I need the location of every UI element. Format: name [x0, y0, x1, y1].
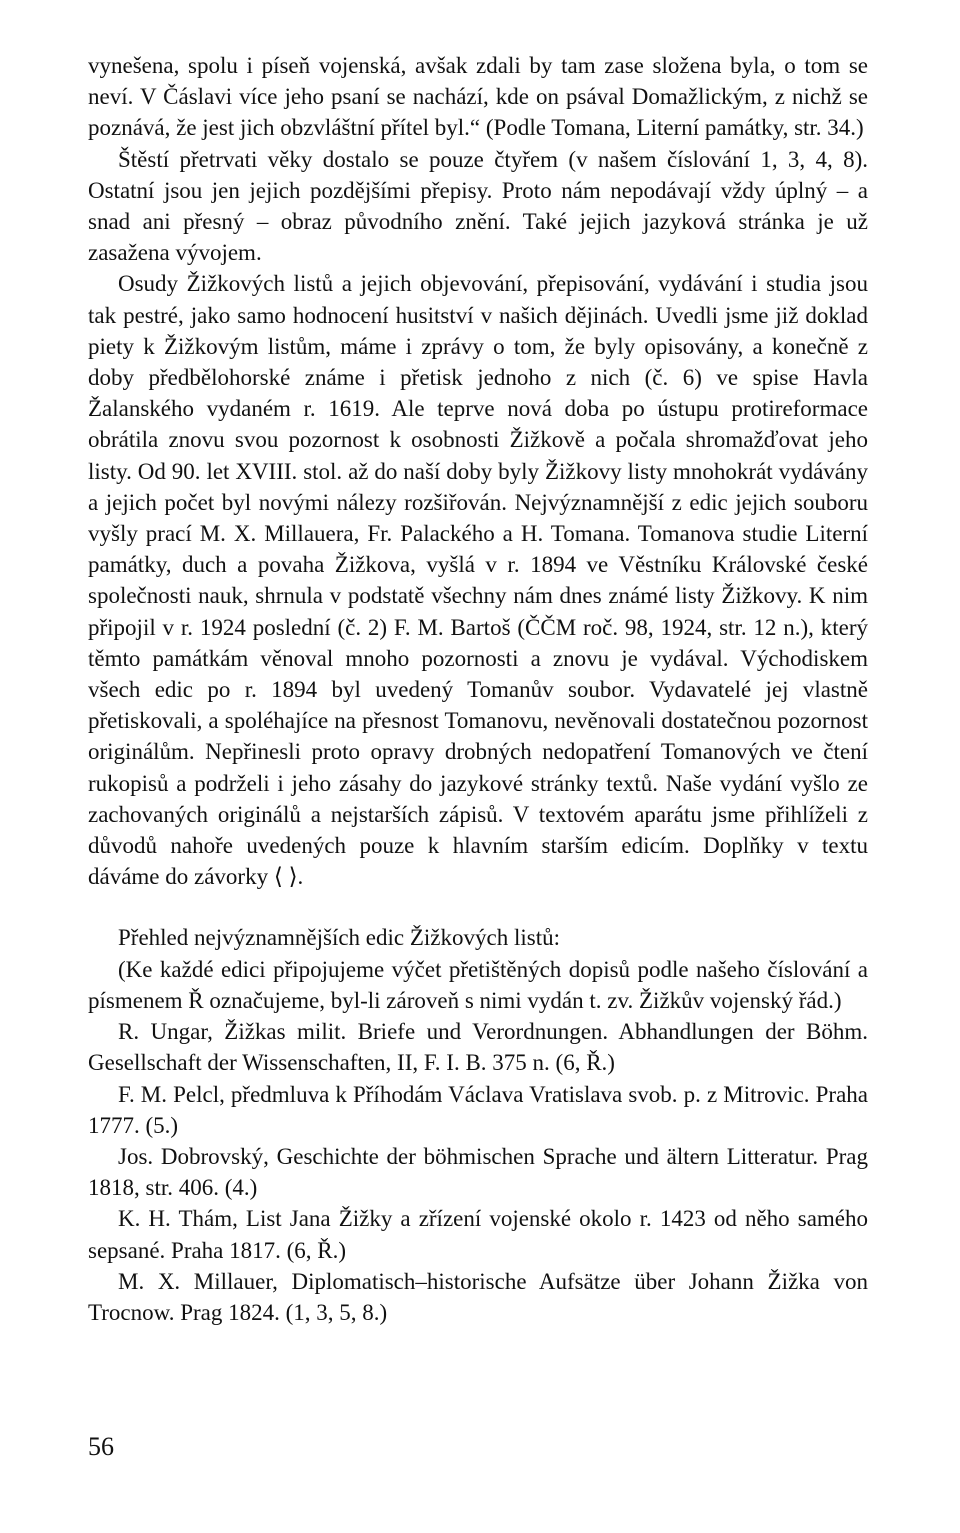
page-body [88, 50, 868, 1328]
bibliography-entry-pelcl: F. M. Pelcl, předmluva k Příhodám Václava Vratislava svob. p. z Mitrovic. Praha 1777. (5.) [88, 1081, 868, 1138]
paragraph-surviving-letters: Štěstí přetrvati věky dostalo se pouze čtyřem (v našem číslování 1, 3, 4, 8). Ostatní jsou jen jejich pozdějšími přepisy. Proto nám nepodávají vždy úplný – a snad ani přesný – obraz původního znění. Také jejich jazyková stránka je už zasažena vývojem. [88, 146, 868, 266]
overview-note: (Ke každé edici připojujeme výčet přetištěných dopisů podle našeho číslování a písmenem Ř označujeme, byl-li zároveň s nimi vydán t. zv. Žižkův vojenský řád.) [88, 956, 868, 1013]
bibliography-entry-tham: K. H. Thám, List Jana Žižky a zřízení vojenské okolo r. 1423 od něho samého sepsané. Praha 1817. (6, Ř.) [88, 1206, 868, 1263]
bibliography-entry-dobrovsky: Jos. Dobrovský, Geschichte der böhmischen Sprache und ältern Litteratur. Prag 1818, str. 406. (4.) [88, 1143, 868, 1201]
page-number: 56 [88, 1432, 114, 1461]
paragraph-intro-quote: vynešena, spolu i píseň vojenská, avšak zdali by tam zase složena byla, o tom se neví. V Čáslavi více jeho psaní se nachází, kde on psával Domažlickým, z nichž se poznává, že jest jich obzvláštní přítel byl.“ (Podle Tomana, Literní památky, str. 34.) [88, 53, 868, 141]
overview-heading: Přehled nejvýznamnějších edic Žižkových listů: [118, 925, 560, 951]
section-spacer [88, 892, 868, 922]
paragraph-editions-history: Osudy Žižkových listů a jejich objevování, přepisování, vydávání i studia jsou tak pestré, jako samo hodnocení husitství v našich dějinách. Uvedli jsme již doklad piety k Žižkovým listům, máme i zprávy o tom, že byly opisovány, a konečně z doby předbělohorské známe i přetisk jednoho z nich (č. 6) ve spise Havla Žalanského vydaném r. 1619. Ale teprve nová doba po ústupu protireformace obrátila znovu svou pozornost k osobnosti Žižkově a počala shromažďovat jeho listy. Od 90. let XVIII. stol. až do naší doby byly Žižkovy listy mnohokrát vydávány a jejich počet byl novými nálezy rozšiřován. Nejvýznamnější z edic jejich souboru vyšly prací M. X. Millauera, Fr. Palackého a H. Tomana. Tomanova studie Literní památky, duch a povaha Žižkova, vyšlá v r. 1894 ve Věstníku Královské české společnosti nauk, shrnula v podstatě všechny nám dnes známé listy Žižkovy. K nim připojil v r. 1924 poslední (č. 2) F. M. Bartoš (ČČM roč. 98, 1924, str. 12 n.), který těmto památkám věnoval mnoho pozornosti a znovu je vydával. Východiskem všech edic po r. 1894 byl uvedený Tomanův soubor. Vydavatelé jej vlastně přetiskovali, a spoléhajíce na přesnost Tomanovu, nevěnovali dostatečnou pozornost originálům. Nepřinesli proto opravy drobných nedopatření Tomanových ve čtení rukopisů a podrželi i jeho zásahy do jazykové stránky textů. Naše vydání vyšlo ze zachovaných originálů a nejstarších zápisů. V textovém aparátu jsme přihlíželi z důvodů nahoře uvedených pouze k hlavním starším edicím. Doplňky v textu dáváme do závorky ⟨ ⟩. [88, 271, 868, 890]
bibliography-entry-ungar: R. Ungar, Žižkas milit. Briefe und Verordnungen. Abhandlungen der Böhm. Gesellschaft der Wissenschaften, II, F. I. B. 375 n. (6, Ř.) [88, 1019, 868, 1076]
bibliography-entry-millauer: M. X. Millauer, Diplomatisch–historische Aufsätze über Johann Žižka von Trocnow. Prag 1824. (1, 3, 5, 8.) [88, 1268, 868, 1325]
